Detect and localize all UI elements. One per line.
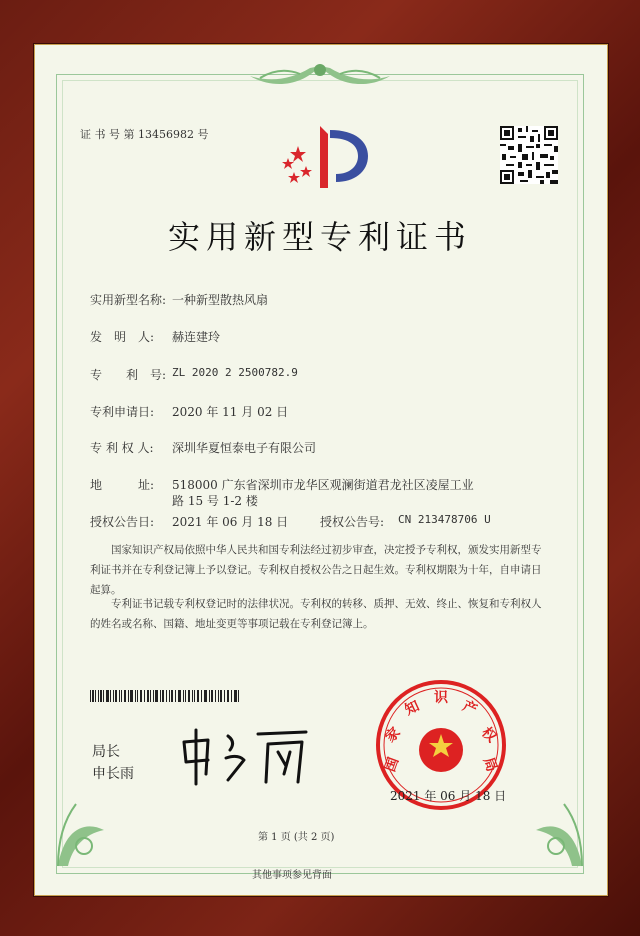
director-name: 申长雨 <box>92 766 134 782</box>
director-title: 局长 <box>92 744 120 760</box>
field-value-filing-date: 2020 年 11 月 02 日 <box>172 405 289 419</box>
paragraph-legal: 专利证书记载专利权登记时的法律状况。专利权的转移、质押、无效、终止、恢复和专利权人的姓名或名称、国籍、地址变更等事项记载在专利登记簿上。 <box>90 598 542 630</box>
field-value-address-line2: 路 15 号 1-2 楼 <box>172 494 258 508</box>
svg-text:产: 产 <box>459 698 480 719</box>
svg-text:知: 知 <box>402 698 423 719</box>
footer-note: 其他事项参见背面 <box>252 870 332 881</box>
svg-text:权: 权 <box>478 724 500 746</box>
field-label-address: 地 址: <box>90 478 155 492</box>
svg-text:国: 国 <box>382 755 403 774</box>
certificate-number: 证 书 号 第 13456982 号 <box>80 128 209 141</box>
certificate-title: 实用新型专利证书 <box>167 218 472 256</box>
field-label-holder: 专 利 权 人: <box>90 441 154 455</box>
field-label-patent-no: 专 利 号: <box>90 368 167 382</box>
barcode <box>90 690 240 702</box>
patent-office-logo <box>276 122 376 194</box>
announce-date-value: 2021 年 06 月 18 日 <box>172 515 289 529</box>
announce-no-value: CN 213478706 U <box>398 513 491 526</box>
svg-text:局: 局 <box>479 755 500 774</box>
director-signature <box>178 722 318 792</box>
qr-code <box>500 126 558 184</box>
seal-date: 2021 年 06 月 18 日 <box>390 789 507 803</box>
field-label-filing-date: 专利申请日: <box>90 405 155 419</box>
field-value-holder: 深圳华夏恒泰电子有限公司 <box>172 441 317 455</box>
field-value-patent-no: ZL 2020 2 2500782.9 <box>172 366 298 379</box>
field-value-address: 518000 广东省深圳市龙华区观澜街道君龙社区凌屋工业 <box>172 478 474 492</box>
page-info: 第 1 页 (共 2 页) <box>258 832 335 843</box>
svg-text:家: 家 <box>382 724 404 746</box>
svg-text:识: 识 <box>434 690 448 706</box>
field-value-inventor: 赫连建玲 <box>172 330 221 344</box>
announce-date-label: 授权公告日: <box>90 515 155 529</box>
paragraph-grant: 国家知识产权局依照中华人民共和国专利法经过初步审查，决定授予专利权，颁发实用新型专利证书并在专利登记簿上予以登记。专利权自授权公告之日起生效。专利权期限为十年，自申请日起算。 <box>90 544 542 596</box>
top-ornament <box>230 58 410 98</box>
announce-no-label: 授权公告号: <box>320 515 385 529</box>
corner-ornament-right <box>506 760 586 870</box>
field-label-inventor: 发 明 人: <box>90 330 155 344</box>
field-label-name: 实用新型名称: <box>90 293 167 307</box>
field-value-name: 一种新型散热风扇 <box>172 293 269 307</box>
